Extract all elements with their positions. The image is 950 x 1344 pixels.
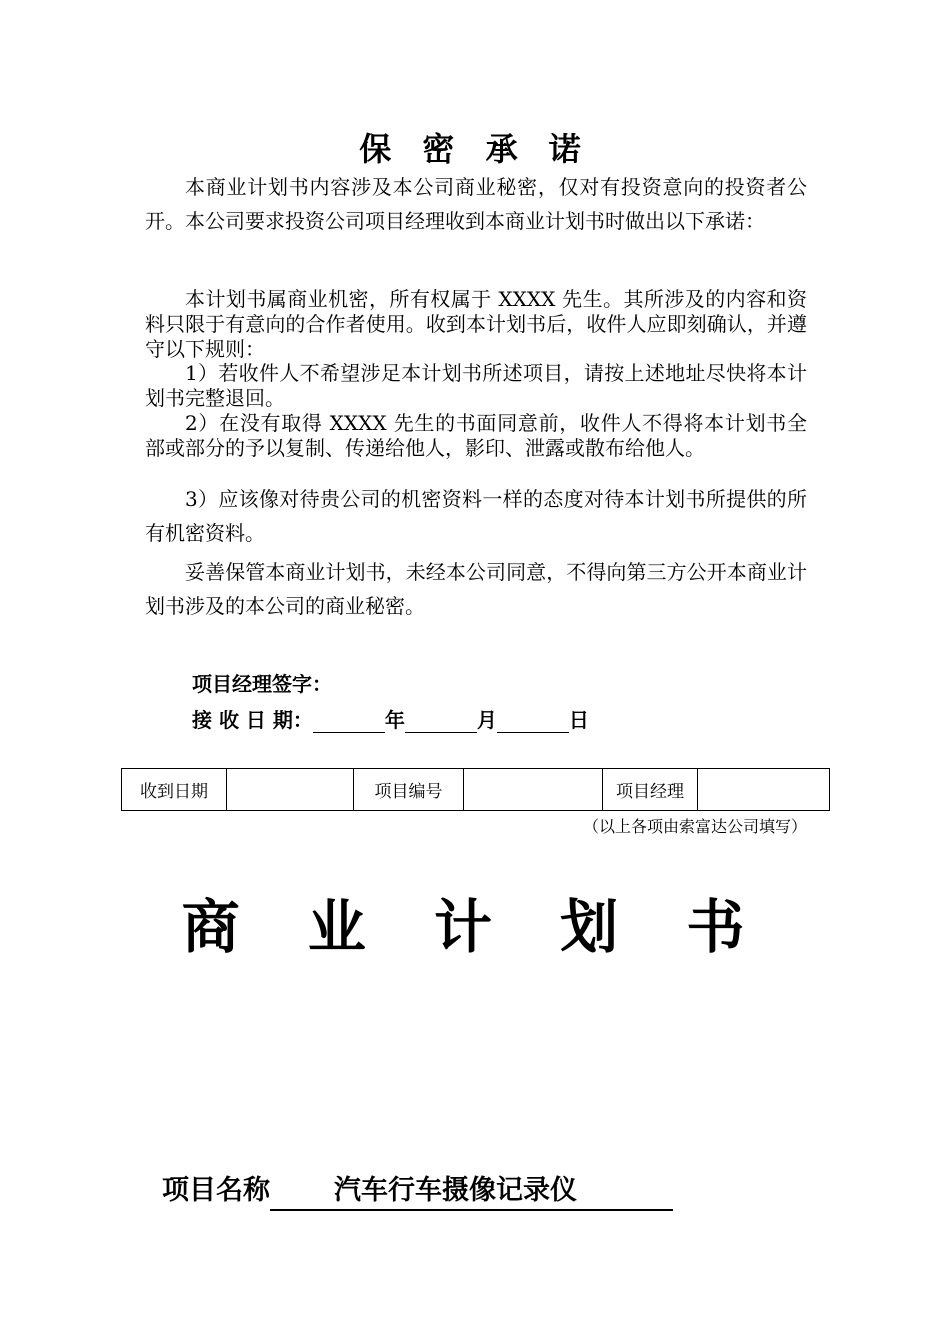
info-table: [121, 768, 830, 811]
project-name: 汽车行车摄像记录仪: [270, 1168, 673, 1211]
rule-2: 2）在没有取得 XXXX 先生的书面同意前，收件人不得将本计划书全部或部分的予以复制、传递给他人，影印、泄露或散布给他人。: [145, 411, 807, 460]
day-label: 日: [568, 708, 589, 732]
intro-paragraph: 本商业计划书内容涉及本公司商业秘密，仅对有投资意向的投资者公开。本公司要求投资公司项目经理收到本商业计划书时做出以下承诺：: [145, 175, 807, 233]
table-note: （以上各项由索富达公司填写）: [582, 817, 807, 836]
table-row: [122, 769, 830, 811]
project-line: [162, 1168, 673, 1211]
document-title: 商 业 计 划 书: [181, 893, 769, 961]
project-label: 项目名称: [162, 1175, 270, 1206]
day-blank[interactable]: [497, 708, 569, 733]
year-label: 年: [384, 708, 405, 732]
page-title: 保 密 承 诺: [359, 130, 591, 168]
project-number-header: 项目编号: [354, 769, 464, 811]
month-blank[interactable]: [405, 708, 477, 733]
received-date-header: 收到日期: [122, 769, 227, 811]
signature-label: 项目经理签字：: [192, 672, 332, 696]
closing-paragraph: 妥善保管本商业计划书，未经本公司同意，不得向第三方公开本商业计划书涉及的本公司的商业秘密。: [145, 560, 807, 618]
receive-date-label: 接 收 日 期：: [192, 708, 313, 732]
project-manager-header: 项目经理: [603, 769, 698, 811]
rule-1: 1）若收件人不希望涉足本计划书所述项目，请按上述地址尽快将本计划书完整退回。: [145, 361, 807, 410]
rule-3: 3）应该像对待贵公司的机密资料一样的态度对待本计划书所提供的所有机密资料。: [145, 487, 807, 545]
rules-intro-paragraph: 本计划书属商业机密，所有权属于 XXXX 先生。其所涉及的内容和资料只限于有意向的合作者使用。收到本计划书后，收件人应即刻确认，并遵守以下规则：: [145, 287, 807, 361]
received-date-cell[interactable]: [227, 769, 354, 811]
project-number-cell[interactable]: [464, 769, 603, 811]
month-label: 月: [476, 708, 497, 732]
project-manager-cell[interactable]: [698, 769, 830, 811]
year-blank[interactable]: [313, 708, 385, 733]
receive-date-line: [192, 704, 589, 733]
